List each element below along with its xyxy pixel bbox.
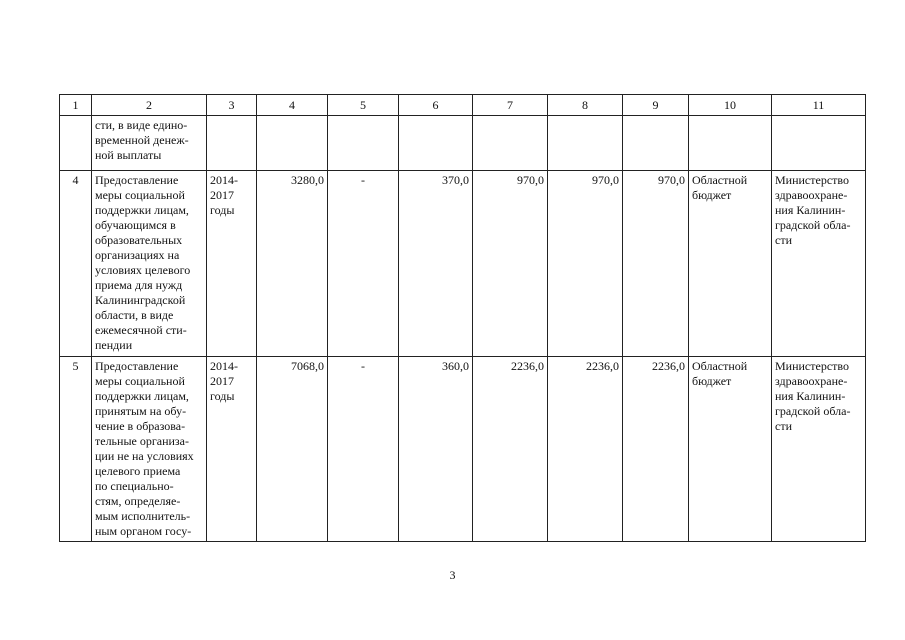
amount-cell: 970,0 bbox=[623, 171, 689, 357]
column-header: 4 bbox=[257, 95, 328, 116]
amount-cell: 970,0 bbox=[548, 171, 623, 357]
column-header: 8 bbox=[548, 95, 623, 116]
table-row bbox=[60, 357, 866, 542]
table-row-continuation bbox=[60, 116, 866, 171]
period-cell: 2014- 2017 годы bbox=[207, 171, 257, 357]
executor-cell: Министерство здравоохране- ния Калинин- градской обла- сти bbox=[772, 357, 866, 542]
table-cell bbox=[257, 116, 328, 171]
measure-description-cell: Предоставление меры социальной поддержки лицам, обучающимся в образовательных организациях на условиях целевого приема для нужд Калининградской области, в виде ежемесячной сти- пендии bbox=[92, 171, 207, 357]
table-row bbox=[60, 171, 866, 357]
amount-cell: - bbox=[328, 171, 399, 357]
funding-source-cell: Областной бюджет bbox=[689, 357, 772, 542]
measure-description-cell: сти, в виде едино- временной денеж- ной выплаты bbox=[92, 116, 207, 171]
amount-cell: 2236,0 bbox=[548, 357, 623, 542]
column-header: 11 bbox=[772, 95, 866, 116]
funding-source-cell: Областной бюджет bbox=[689, 171, 772, 357]
table-cell bbox=[207, 116, 257, 171]
table-cell bbox=[328, 116, 399, 171]
column-header: 6 bbox=[399, 95, 473, 116]
column-header: 1 bbox=[60, 95, 92, 116]
total-amount-cell: 3280,0 bbox=[257, 171, 328, 357]
table-cell bbox=[473, 116, 548, 171]
amount-cell: 370,0 bbox=[399, 171, 473, 357]
column-header: 9 bbox=[623, 95, 689, 116]
table-cell bbox=[772, 116, 866, 171]
total-amount-cell: 7068,0 bbox=[257, 357, 328, 542]
header-row bbox=[60, 95, 866, 116]
amount-cell: 2236,0 bbox=[623, 357, 689, 542]
row-number-cell: 4 bbox=[60, 171, 92, 357]
table-cell bbox=[548, 116, 623, 171]
column-header: 7 bbox=[473, 95, 548, 116]
table-cell bbox=[399, 116, 473, 171]
measure-description-cell: Предоставление меры социальной поддержки лицам, принятым на обу- чение в образова- тельные организа- ции не на условиях целевого приема по специально- стям, определяе- мым исполнитель- ным органом госу- bbox=[92, 357, 207, 542]
table-cell bbox=[60, 116, 92, 171]
amount-cell: 2236,0 bbox=[473, 357, 548, 542]
program-table bbox=[59, 94, 866, 542]
column-header: 2 bbox=[92, 95, 207, 116]
column-header: 5 bbox=[328, 95, 399, 116]
executor-cell: Министерство здравоохране- ния Калинин- градской обла- сти bbox=[772, 171, 866, 357]
row-number-cell: 5 bbox=[60, 357, 92, 542]
period-cell: 2014- 2017 годы bbox=[207, 357, 257, 542]
table-cell bbox=[623, 116, 689, 171]
table-cell bbox=[689, 116, 772, 171]
amount-cell: - bbox=[328, 357, 399, 542]
amount-cell: 360,0 bbox=[399, 357, 473, 542]
amount-cell: 970,0 bbox=[473, 171, 548, 357]
column-header: 10 bbox=[689, 95, 772, 116]
column-header: 3 bbox=[207, 95, 257, 116]
page-number: 3 bbox=[449, 568, 456, 582]
